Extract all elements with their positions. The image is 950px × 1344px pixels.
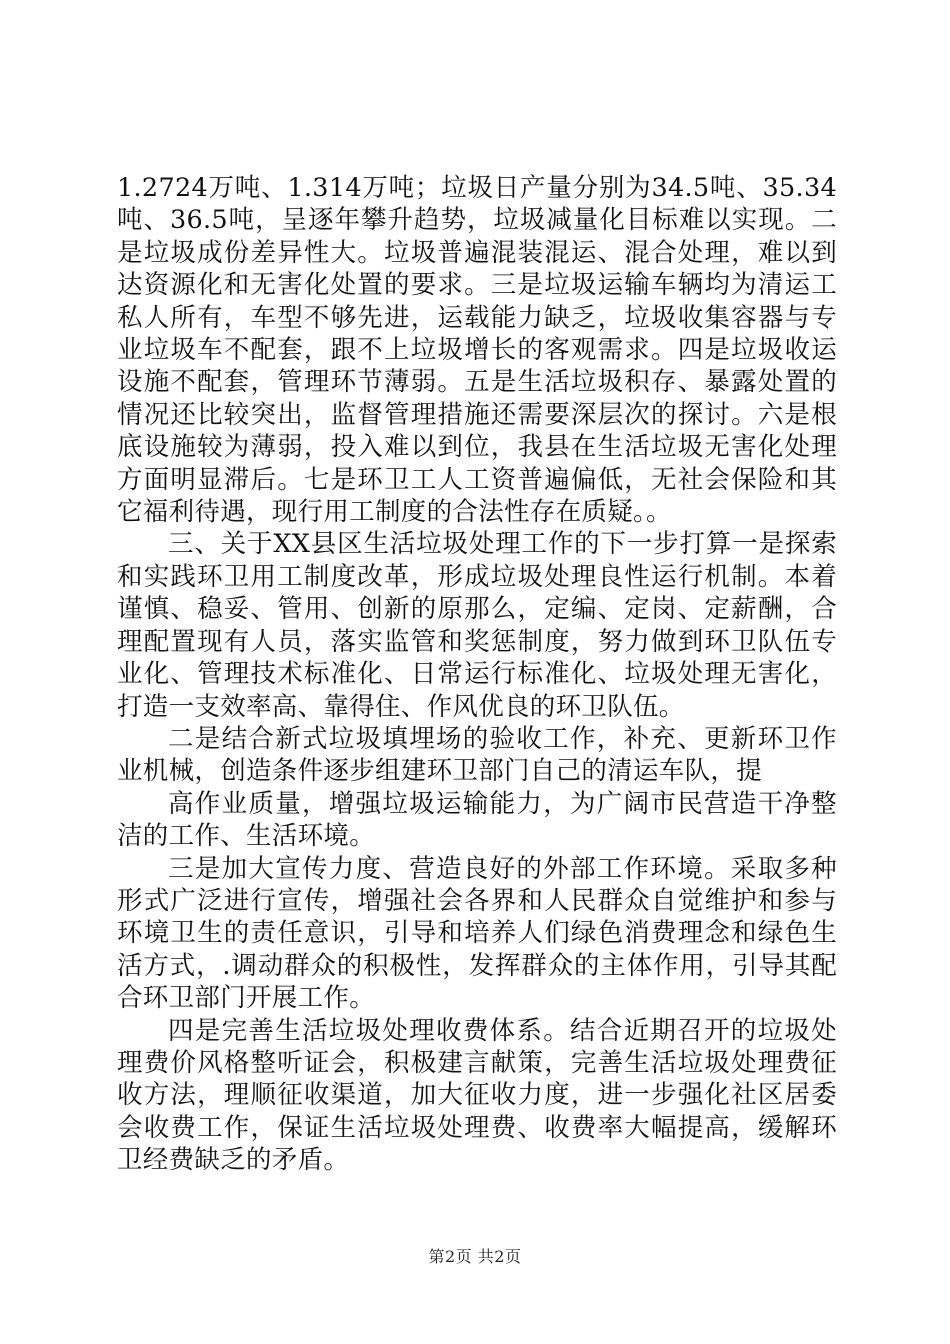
page-number-footer: 第2页 共2页 — [428, 1247, 522, 1266]
paragraph-point-two-continued: 高作业质量，增强垃圾运输能力，为广阔市民营造干净整洁的工作、生活环境。 — [117, 788, 837, 852]
paragraph-section-three: 三、关于XX县区生活垃圾处理工作的下一步打算一是探索和实践环卫用工制度改革，形成垃圾处理良性运行机制。本着谨慎、稳妥、管用、创新的原那么，定编、定岗、定薪酬，合理配置现有人员，落实监管和奖惩制度，努力做到环卫队伍专业化、管理技术标准化、日常运行标准化、垃圾处理无害化，打造一支效率高、靠得住、作风优良的环卫队伍。 — [117, 529, 837, 722]
paragraph-point-two: 二是结合新式垃圾填埋场的验收工作，补充、更新环卫作业机械，创造条件逐步组建环卫部门自己的清运车队，提 — [117, 723, 837, 787]
paragraph-continuation: 1.2724万吨、1.314万吨；垃圾日产量分别为34.5吨、35.34吨、36.5吨，呈逐年攀升趋势，垃圾减量化目标难以实现。二是垃圾成份差异性大。垃圾普遍混装混运、混合处理，难以到达资源化和无害化处置的要求。三是垃圾运输车辆均为清运工私人所有，车型不够先进，运载能力缺乏，垃圾收集容器与专业垃圾车不配套，跟不上垃圾增长的客观需求。四是垃圾收运设施不配套，管理环节薄弱。五是生活垃圾积存、暴露处置的情况还比较突出，监督管理措施还需要深层次的探讨。六是根底设施较为薄弱，投入难以到位，我县在生活垃圾无害化处理方面明显滞后。七是环卫工人工资普遍偏低，无社会保险和其它福利待遇，现行用工制度的合法性存在质疑。。 — [117, 173, 837, 528]
document-body — [117, 172, 837, 1177]
paragraph-point-four: 四是完善生活垃圾处理收费体系。结合近期召开的垃圾处理费价风格整听证会，积极建言献策，完善生活垃圾处理费征收方法，理顺征收渠道，加大征收力度，进一步强化社区居委会收费工作，保证生活垃圾处理费、收费率大幅提高，缓解环卫经费缺乏的矛盾。 — [117, 1015, 837, 1176]
paragraph-point-three: 三是加大宣传力度、营造良好的外部工作环境。采取多种形式广泛进行宣传，增强社会各界和人民群众自觉维护和参与环境卫生的责任意识，引导和培养人们绿色消费理念和绿色生活方式，.调动群众的积极性，发挥群众的主体作用，引导其配合环卫部门开展工作。 — [117, 853, 837, 1014]
